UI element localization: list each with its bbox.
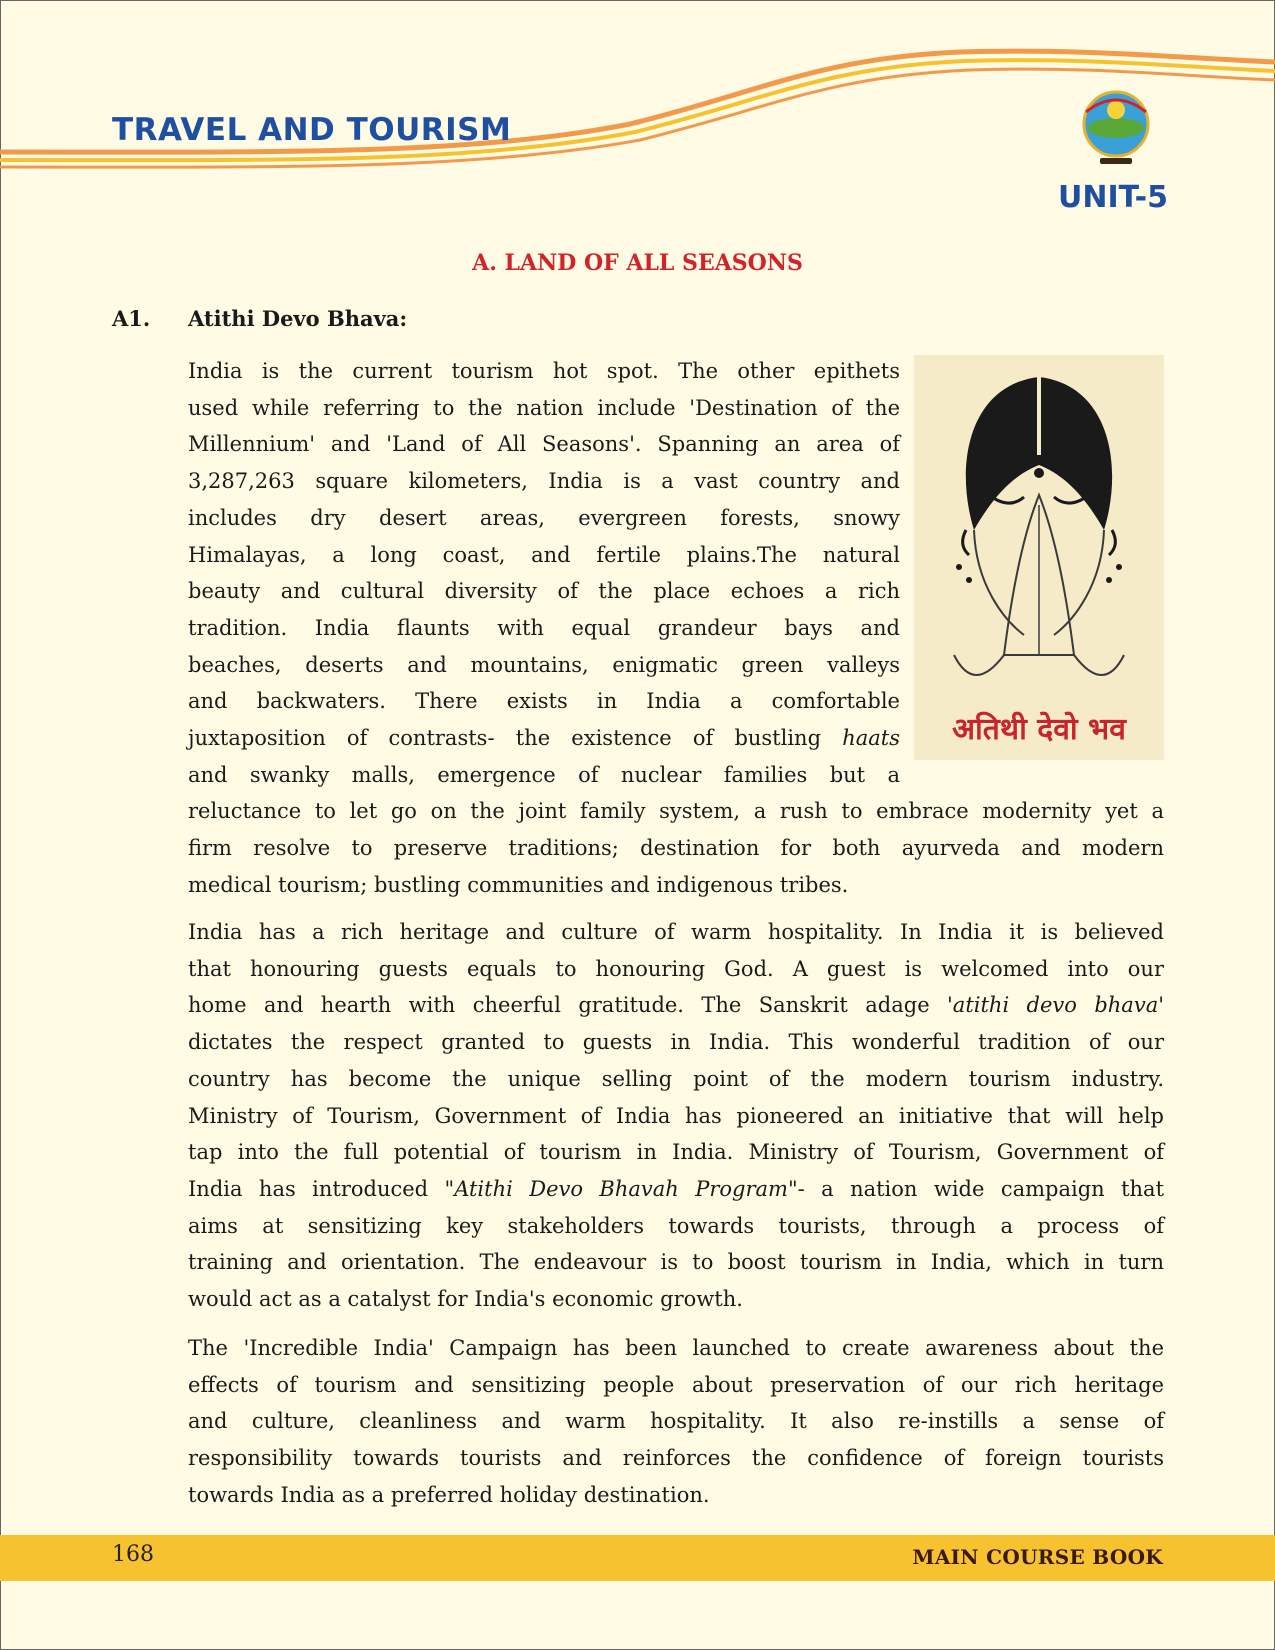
section-heading: A. LAND OF ALL SEASONS xyxy=(472,250,803,276)
paragraph-line: and swanky malls, emergence of nuclear families but a xyxy=(188,762,900,787)
paragraph-line: effects of tourism and sensitizing people about preservation of our rich heritage xyxy=(188,1372,1164,1397)
paragraph-line: 3,287,263 square kilometers, India is a vast country and xyxy=(188,469,900,494)
paragraph-line: includes dry desert areas, evergreen forests, snowy xyxy=(188,505,900,530)
paragraph-line: and culture, cleanliness and warm hospitality. It also re-instills a sense of xyxy=(188,1409,1164,1434)
paragraph-line: The 'Incredible India' Campaign has been launched to create awareness about the xyxy=(188,1336,1164,1360)
paragraph-line: dictates the respect granted to guests in India. This wonderful tradition of our xyxy=(188,1030,1164,1055)
paragraph-line: beauty and cultural diversity of the place echoes a rich xyxy=(188,579,900,604)
paragraph-line xyxy=(188,720,900,757)
paragraph-3 xyxy=(188,1330,1164,1514)
subsection-title: Atithi Devo Bhava: xyxy=(188,306,408,331)
paragraph-line: tradition. India flaunts with equal grandeur bays and xyxy=(188,615,900,640)
page-number: 168 xyxy=(112,1542,154,1567)
paragraph-line: that honouring guests equals to honouring God. A guest is welcomed into our xyxy=(188,956,1164,981)
paragraph-text: India has introduced xyxy=(188,1176,445,1201)
paragraph-line: towards India as a preferred holiday destination. xyxy=(188,1482,710,1507)
figure-caption: अतिथी देवो भव xyxy=(952,712,1126,747)
italic-term: 'atithi devo bhava' xyxy=(947,993,1164,1018)
paragraph-line: firm resolve to preserve traditions; destination for both ayurveda and modern xyxy=(188,836,1164,861)
paragraph-1 xyxy=(188,353,1164,904)
paragraph-line: and backwaters. There exists in India a comfortable xyxy=(188,689,900,714)
cbse-emblem-logo xyxy=(1072,82,1160,174)
paragraph-text: home and hearth with cheerful gratitude. The Sanskrit adage xyxy=(188,993,948,1018)
italic-term: "Atithi Devo Bhavah Program" xyxy=(444,1176,798,1201)
paragraph-text: juxtaposition of contrasts- the existence of bustling xyxy=(188,726,843,751)
chapter-title: TRAVEL AND TOURISM xyxy=(112,112,512,148)
paragraph-line: Millennium' and 'Land of All Seasons'. Spanning an area of xyxy=(188,432,900,457)
paragraph-line: beaches, deserts and mountains, enigmatic green valleys xyxy=(188,652,900,677)
paragraph-line: would act as a catalyst for India's economic growth. xyxy=(188,1287,743,1312)
paragraph-line: Ministry of Tourism, Government of India has pioneered an initiative that will help xyxy=(188,1103,1164,1128)
paragraph-line: responsibility towards tourists and reinforces the confidence of foreign tourists xyxy=(188,1446,1164,1471)
paragraph-text: - a nation wide campaign that xyxy=(797,1176,1165,1201)
paragraph-line: used while referring to the nation include 'Destination of the xyxy=(188,395,900,420)
paragraph-line: India has a rich heritage and culture of warm hospitality. In India it is believed xyxy=(188,920,1164,944)
paragraph-2 xyxy=(188,914,1164,1318)
italic-term: haats xyxy=(842,726,900,751)
paragraph-line xyxy=(188,1171,1164,1208)
paragraph-line: medical tourism; bustling communities and indigenous tribes. xyxy=(188,872,849,897)
paragraph-line: country has become the unique selling point of the modern tourism industry. xyxy=(188,1066,1164,1091)
paragraph-line: reluctance to let go on the joint family system, a rush to embrace modernity yet a xyxy=(188,799,1164,824)
paragraph-line: aims at sensitizing key stakeholders towards tourists, through a process of xyxy=(188,1213,1164,1238)
paragraph-line: training and orientation. The endeavour is to boost tourism in India, which in turn xyxy=(188,1250,1164,1275)
book-title: MAIN COURSE BOOK xyxy=(912,1545,1163,1569)
unit-label: UNIT-5 xyxy=(1058,180,1169,215)
paragraph-line: tap into the full potential of tourism in India. Ministry of Tourism, Government of xyxy=(188,1140,1164,1165)
paragraph-line: Himalayas, a long coast, and fertile plains.The natural xyxy=(188,542,900,567)
paragraph-line xyxy=(188,987,1164,1024)
subsection-number: A1. xyxy=(112,306,151,331)
paragraph-line: India is the current tourism hot spot. The other epithets xyxy=(188,359,900,383)
